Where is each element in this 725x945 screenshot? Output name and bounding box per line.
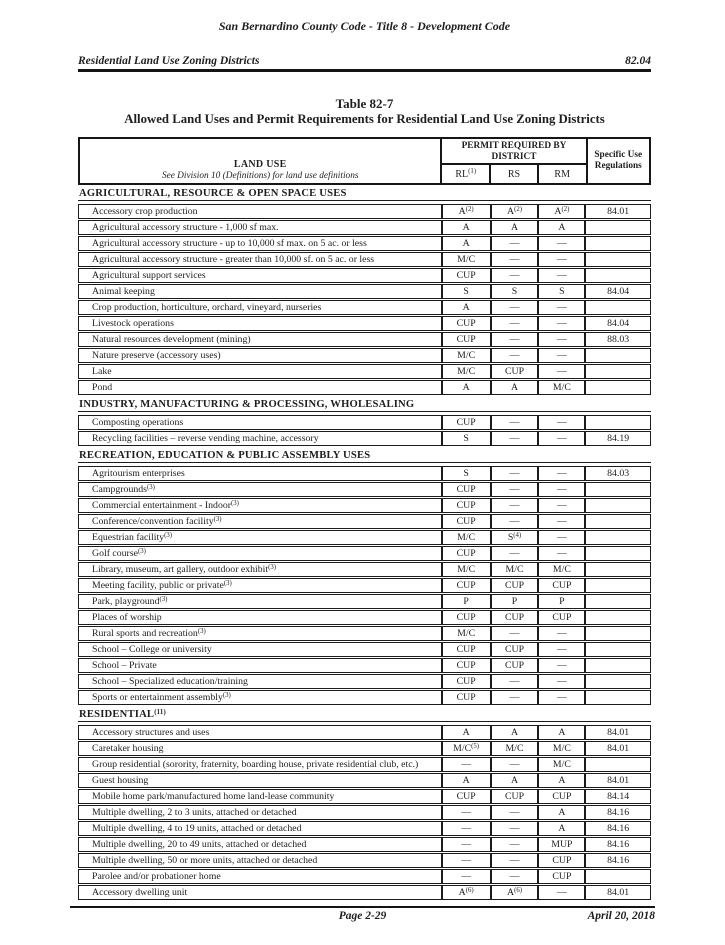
footer-text-row: [70, 910, 655, 926]
specific-use-cell: [586, 675, 650, 688]
permit-rm-cell: —: [539, 531, 586, 544]
permit-rm-cell: —: [539, 467, 586, 480]
section-title: INDUSTRY, MANUFACTURING & PROCESSING, WHOLESALING: [78, 396, 651, 412]
permit-rs-cell: —: [492, 317, 540, 330]
table-section: [78, 185, 651, 395]
permit-rs-cell: —: [492, 515, 540, 528]
permit-rm-cell: —: [539, 301, 586, 314]
permit-rl-cell: CUP: [443, 659, 492, 672]
section-rows: [78, 725, 651, 900]
permit-rm-cell: —: [539, 269, 586, 282]
land-use-cell: Agritourism enterprises: [79, 467, 443, 480]
table-row: [78, 498, 651, 513]
permit-rm-cell: A: [539, 774, 586, 787]
land-use-cell: Nature preserve (accessory uses): [79, 349, 443, 362]
permit-rm-cell: M/C: [539, 742, 586, 755]
permit-rs-cell: —: [492, 333, 540, 346]
permit-rl-cell: CUP: [443, 579, 492, 592]
specific-use-cell: [586, 659, 650, 672]
permit-rm-cell: —: [539, 627, 586, 640]
permit-rl-cell: A: [443, 301, 492, 314]
permit-rl-cell: —: [443, 822, 492, 835]
permit-rl-cell: CUP: [443, 547, 492, 560]
table-row: [78, 482, 651, 497]
permit-rm-cell: $A^{(2)}$: [539, 205, 586, 218]
permit-rs-cell: M/C: [492, 563, 540, 576]
land-use-cell: Agricultural accessory structure - 1,000 sf max.: [79, 221, 443, 234]
permit-rm-cell: CUP: [539, 870, 586, 883]
permit-rm-cell: A: [539, 822, 586, 835]
table-row: [78, 837, 651, 852]
table-row: [78, 658, 651, 673]
land-use-cell: Livestock operations: [79, 317, 443, 330]
specific-use-cell: [586, 627, 650, 640]
specific-use-cell: 84.04: [607, 286, 630, 298]
permit-rs-cell: —: [492, 432, 540, 445]
specific-use-cell: 84.16: [607, 839, 630, 851]
land-use-cell: Crop production, horticulture, orchard, vineyard, nurseries: [79, 301, 443, 314]
land-use-cell: Guest housing: [79, 774, 443, 787]
running-header: [78, 55, 651, 67]
table-row: [78, 725, 651, 740]
land-use-cell: Multiple dwelling, 20 to 49 units, attached or detached: [79, 838, 443, 851]
table-row: [78, 284, 651, 299]
specific-use-cell: 84.16: [607, 807, 630, 819]
permit-rs-cell: —: [492, 499, 540, 512]
specific-use-cell: [586, 349, 650, 362]
table-number: Table 82-7: [335, 96, 394, 111]
permit-rl-cell: $A^{(2)}$: [443, 205, 492, 218]
table-section: [78, 447, 651, 705]
permit-rs-cell: —: [492, 547, 540, 560]
land-use-cell: Conference/convention facility$^{(3)}$: [79, 515, 443, 528]
specific-use-cell: 84.16: [607, 823, 630, 835]
table-row: [78, 268, 651, 283]
table-row: [78, 594, 651, 609]
table-row: [78, 332, 651, 347]
permit-rs-cell: —: [492, 416, 540, 429]
permit-rs-cell: $A^{(2)}$: [492, 205, 540, 218]
permit-rl-cell: —: [443, 758, 492, 771]
specific-use-cell: [586, 499, 650, 512]
permit-rs-cell: —: [492, 349, 540, 362]
table-row: [78, 364, 651, 379]
land-use-cell: Parolee and/or probationer home: [79, 870, 443, 883]
table-row: [78, 821, 651, 836]
permit-rs-cell: CUP: [492, 365, 540, 378]
land-use-cell: Golf course$^{(3)}$: [79, 547, 443, 560]
table-row: [78, 674, 651, 689]
permit-rs-cell: —: [492, 870, 540, 883]
specific-use-cell: [586, 611, 650, 624]
permit-rm-cell: —: [539, 643, 586, 656]
table-row: [78, 562, 651, 577]
permit-rm-cell: CUP: [539, 579, 586, 592]
permit-rs-cell: $S^{(4)}$: [492, 531, 540, 544]
specific-use-cell: [586, 870, 650, 883]
land-use-cell: Animal keeping: [79, 285, 443, 298]
permit-rl-cell: —: [443, 806, 492, 819]
table-row: [78, 757, 651, 772]
land-use-cell: Natural resources development (mining): [79, 333, 443, 346]
permit-rm-cell: —: [539, 416, 586, 429]
permit-rm-cell: —: [539, 499, 586, 512]
permit-rm-cell: —: [539, 675, 586, 688]
permit-rm-cell: —: [539, 253, 586, 266]
table-row: [78, 789, 651, 804]
section-rows: [78, 415, 651, 446]
land-use-cell: Park, playground$^{(3)}$: [79, 595, 443, 608]
specific-use-cell: [586, 595, 650, 608]
table-row: [78, 546, 651, 561]
permit-rl-cell: A: [443, 237, 492, 250]
table-row: [78, 853, 651, 868]
specific-use-cell: [586, 221, 650, 234]
specific-use-cell: 84.04: [607, 318, 630, 330]
table-caption: Allowed Land Uses and Permit Requirements for Residential Land Use Zoning Districts: [124, 111, 605, 126]
section-title: RESIDENTIAL$^{(11)}$: [78, 706, 651, 722]
table-row: [78, 220, 651, 235]
permit-rs-cell: —: [492, 237, 540, 250]
permit-rl-cell: M/C: [443, 563, 492, 576]
table-row: [78, 690, 651, 705]
permit-rm-cell: CUP: [539, 611, 586, 624]
specific-use-cell: [586, 269, 650, 282]
land-use-subtitle: See Division 10 (Definitions) for land use definitions: [161, 171, 359, 182]
section-rows: [78, 466, 651, 705]
permit-rl-cell: A: [443, 221, 492, 234]
permit-rl-cell: CUP: [443, 643, 492, 656]
land-use-cell: School – Specialized education/training: [79, 675, 443, 688]
running-header-section-number: 82.04: [625, 55, 651, 67]
permit-rl-cell: CUP: [443, 317, 492, 330]
table-row: [78, 610, 651, 625]
specific-use-cell: [586, 416, 650, 429]
land-use-cell: Multiple dwelling, 2 to 3 units, attached or detached: [79, 806, 443, 819]
permit-rm-cell: CUP: [539, 854, 586, 867]
permit-rs-cell: CUP: [492, 579, 540, 592]
footer-date: April 20, 2018: [587, 910, 655, 922]
permit-rl-cell: A: [443, 774, 492, 787]
permit-rm-cell: A: [539, 726, 586, 739]
land-use-cell: Places of worship: [79, 611, 443, 624]
permit-rs-cell: —: [492, 758, 540, 771]
permit-rm-cell: —: [539, 483, 586, 496]
table-row: [78, 773, 651, 788]
table-row: [78, 885, 651, 900]
permit-rm-cell: —: [539, 349, 586, 362]
permit-rm-cell: A: [539, 221, 586, 234]
table-row: [78, 626, 651, 641]
permit-rm-cell: M/C: [539, 758, 586, 771]
permit-rl-cell: CUP: [443, 691, 492, 704]
permit-rs-cell: M/C: [492, 742, 540, 755]
column-header-rs: RS: [491, 165, 539, 183]
land-use-cell: School – Private: [79, 659, 443, 672]
land-use-cell: Group residential (sorority, fraternity, boarding house, private residential club, etc.): [79, 758, 443, 771]
specific-use-cell: [586, 301, 650, 314]
permit-group-header: PERMIT REQUIRED BY DISTRICT: [442, 139, 585, 165]
specific-use-column-header: Specific Use Regulations: [586, 139, 649, 183]
permit-rm-cell: CUP: [539, 790, 586, 803]
table-section: [78, 706, 651, 900]
specific-use-cell: [586, 365, 650, 378]
permit-rl-cell: $A^{(6)}$: [443, 886, 492, 899]
specific-use-cell: 84.03: [607, 468, 630, 480]
permit-rm-cell: M/C: [539, 563, 586, 576]
land-use-cell: Accessory crop production: [79, 205, 443, 218]
permit-rs-cell: —: [492, 483, 540, 496]
permit-rl-cell: CUP: [443, 499, 492, 512]
permit-rs-cell: —: [492, 691, 540, 704]
section-rows: [78, 204, 651, 395]
permit-rl-cell: A: [443, 726, 492, 739]
specific-use-cell: [586, 515, 650, 528]
permit-rm-cell: —: [539, 659, 586, 672]
specific-use-cell: [586, 531, 650, 544]
permit-rs-cell: —: [492, 822, 540, 835]
section-title: RECREATION, EDUCATION & PUBLIC ASSEMBLY USES: [78, 447, 651, 463]
table-row: [78, 252, 651, 267]
permit-rl-cell: CUP: [443, 515, 492, 528]
header-rule: [78, 69, 651, 72]
land-use-cell: Agricultural support services: [79, 269, 443, 282]
page-content: [78, 0, 651, 901]
specific-use-cell: 84.01: [607, 743, 630, 755]
land-use-cell: Pond: [79, 381, 443, 394]
specific-use-cell: [586, 237, 650, 250]
table-row: [78, 380, 651, 395]
permit-rl-cell: $M/C^{(5)}$: [443, 742, 492, 755]
permit-rl-cell: S: [443, 467, 492, 480]
land-use-cell: Campgrounds$^{(3)}$: [79, 483, 443, 496]
permit-rs-cell: P: [492, 595, 540, 608]
permit-rs-cell: —: [492, 838, 540, 851]
table-row: [78, 236, 651, 251]
permit-rm-cell: S: [539, 285, 586, 298]
specific-use-cell: 84.01: [607, 727, 630, 739]
table-row: [78, 514, 651, 529]
permit-rm-cell: —: [539, 547, 586, 560]
permit-rs-cell: —: [492, 675, 540, 688]
permit-rl-cell: S: [443, 432, 492, 445]
permit-rs-cell: CUP: [492, 643, 540, 656]
table-row: [78, 805, 651, 820]
table-row: [78, 578, 651, 593]
specific-use-cell: 84.19: [607, 433, 630, 445]
land-use-cell: Lake: [79, 365, 443, 378]
permit-rs-cell: CUP: [492, 611, 540, 624]
permit-rs-cell: —: [492, 467, 540, 480]
specific-use-cell: [586, 253, 650, 266]
land-use-cell: School – College or university: [79, 643, 443, 656]
permit-rl-cell: S: [443, 285, 492, 298]
permit-rm-cell: A: [539, 806, 586, 819]
land-use-column-header: [80, 139, 442, 183]
specific-use-cell: 84.01: [607, 206, 630, 218]
land-use-cell: Multiple dwelling, 50 or more units, attached or detached: [79, 854, 443, 867]
permit-rm-cell: —: [539, 432, 586, 445]
document-title: San Bernardino County Code - Title 8 - Development Code: [218, 19, 511, 33]
permit-rm-cell: —: [539, 317, 586, 330]
permit-rm-cell: M/C: [539, 381, 586, 394]
specific-use-cell: [586, 758, 650, 771]
land-use-cell: Caretaker housing: [79, 742, 443, 755]
permit-rm-cell: MUP: [539, 838, 586, 851]
table-row: [78, 431, 651, 446]
permit-rs-cell: CUP: [492, 659, 540, 672]
table-title: [78, 96, 651, 127]
specific-use-cell: 84.01: [607, 775, 630, 787]
permit-rl-cell: M/C: [443, 531, 492, 544]
table-sections: [78, 185, 651, 900]
permit-rl-cell: M/C: [443, 627, 492, 640]
permit-rm-cell: —: [539, 691, 586, 704]
table-row: [78, 204, 651, 219]
permit-rl-cell: CUP: [443, 483, 492, 496]
table-header: [78, 137, 651, 185]
land-use-cell: Agricultural accessory structure - greater than 10,000 sf. on 5 ac. or less: [79, 253, 443, 266]
permit-rl-cell: CUP: [443, 333, 492, 346]
table-row: [78, 642, 651, 657]
permit-rl-cell: —: [443, 838, 492, 851]
permit-rm-cell: P: [539, 595, 586, 608]
permit-rl-cell: M/C: [443, 365, 492, 378]
permit-rl-cell: —: [443, 854, 492, 867]
table-row: [78, 348, 651, 363]
table-row: [78, 466, 651, 481]
table-row: [78, 300, 651, 315]
permit-rl-cell: —: [443, 870, 492, 883]
permit-rl-cell: P: [443, 595, 492, 608]
permit-rm-cell: —: [539, 237, 586, 250]
page-number: Page 2-29: [338, 910, 387, 922]
permit-rl-cell: CUP: [443, 416, 492, 429]
specific-use-cell: [586, 563, 650, 576]
specific-use-cell: 88.03: [607, 334, 630, 346]
permit-rs-cell: —: [492, 301, 540, 314]
land-use-cell: Recycling facilities – reverse vending machine, accessory: [79, 432, 443, 445]
permit-rs-cell: —: [492, 806, 540, 819]
land-use-cell: Sports or entertainment assembly$^{(3)}$: [79, 691, 443, 704]
permit-rs-cell: A: [492, 381, 540, 394]
table-row: [78, 741, 651, 756]
land-use-cell: Equestrian facility$^{(3)}$: [79, 531, 443, 544]
land-use-cell: Library, museum, art gallery, outdoor exhibit$^{(3)}$: [79, 563, 443, 576]
land-use-cell: Multiple dwelling, 4 to 19 units, attached or detached: [79, 822, 443, 835]
running-header-chapter: Residential Land Use Zoning Districts: [78, 55, 260, 67]
specific-use-cell: [586, 547, 650, 560]
permit-rs-cell: A: [492, 221, 540, 234]
permit-rm-cell: —: [539, 333, 586, 346]
page-footer: [70, 906, 655, 926]
land-use-cell: Commercial entertainment - Indoor$^{(3)}$: [79, 499, 443, 512]
permit-rm-cell: —: [539, 886, 586, 899]
specific-use-cell: [586, 643, 650, 656]
permit-rl-cell: M/C: [443, 253, 492, 266]
permit-rs-cell: —: [492, 627, 540, 640]
column-header-rm: RM: [554, 169, 570, 181]
land-use-cell: Rural sports and recreation$^{(3)}$: [79, 627, 443, 640]
land-use-cell: Accessory dwelling unit: [79, 886, 443, 899]
section-title: AGRICULTURAL, RESOURCE & OPEN SPACE USES: [78, 185, 651, 201]
column-header-rl: RL $^{(1)}$: [442, 165, 491, 183]
land-use-table: [78, 137, 651, 900]
land-use-label: LAND USE: [233, 159, 287, 171]
permit-rm-cell: —: [539, 365, 586, 378]
specific-use-cell: 84.16: [607, 855, 630, 867]
land-use-cell: Meeting facility, public or private$^{(3)}$: [79, 579, 443, 592]
specific-use-cell: [586, 691, 650, 704]
permit-rs-cell: —: [492, 253, 540, 266]
permit-rl-cell: CUP: [443, 269, 492, 282]
permit-rl-cell: CUP: [443, 675, 492, 688]
permit-rs-cell: A: [492, 774, 540, 787]
permit-rl-cell: CUP: [443, 790, 492, 803]
permit-rs-cell: —: [492, 854, 540, 867]
land-use-cell: Agricultural accessory structure - up to 10,000 sf max. on 5 ac. or less: [79, 237, 443, 250]
permit-rs-cell: CUP: [492, 790, 540, 803]
permit-rs-cell: $A^{(6)}$: [492, 886, 540, 899]
permit-rs-cell: A: [492, 726, 540, 739]
specific-use-cell: [586, 579, 650, 592]
permit-rs-cell: S: [492, 285, 540, 298]
land-use-cell: Mobile home park/manufactured home land-lease community: [79, 790, 443, 803]
permit-rl-cell: CUP: [443, 611, 492, 624]
permit-rl-cell: M/C: [443, 349, 492, 362]
land-use-cell: Composting operations: [79, 416, 443, 429]
specific-use-cell: 84.01: [607, 887, 630, 899]
permit-rs-cell: —: [492, 269, 540, 282]
footer-rule: [70, 906, 655, 908]
table-row: [78, 316, 651, 331]
specific-use-cell: 84.14: [607, 791, 630, 803]
table-row: [78, 869, 651, 884]
permit-rm-cell: —: [539, 515, 586, 528]
permit-rl-cell: A: [443, 381, 492, 394]
land-use-cell: Accessory structures and uses: [79, 726, 443, 739]
table-row: [78, 415, 651, 430]
specific-use-cell: [586, 381, 650, 394]
specific-use-cell: [586, 483, 650, 496]
table-row: [78, 530, 651, 545]
table-section: [78, 396, 651, 446]
